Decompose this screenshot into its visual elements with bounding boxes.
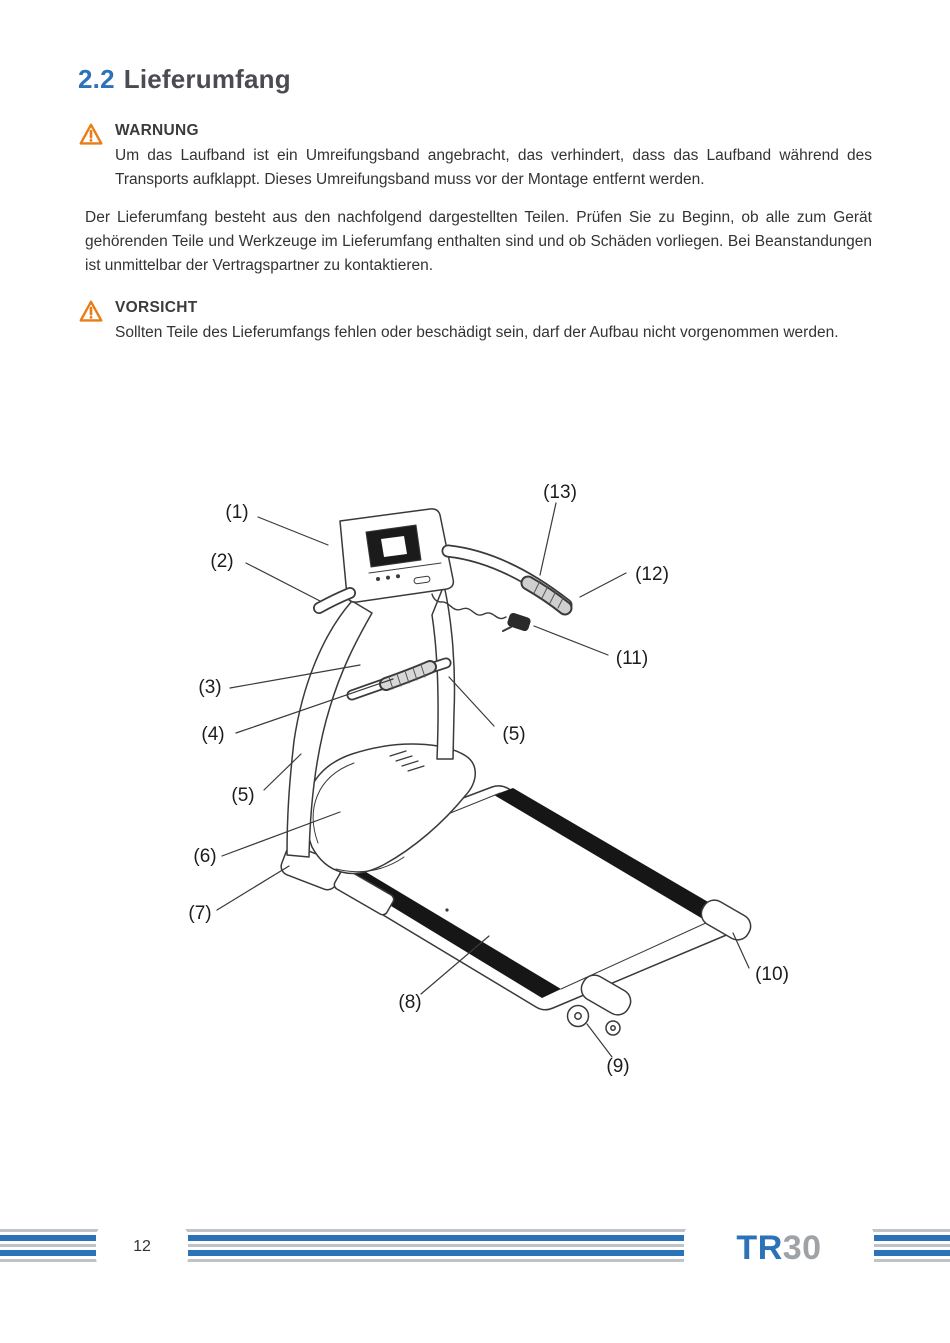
intro-paragraph: Der Lieferumfang besteht aus den nachfolgend dargestellten Teilen. Prüfen Sie zu Beginn, ob alle zum Gerät gehörenden Teile und Werkzeuge im Lieferumfang enthalten sind und ob Schäden vorliegen. Bei Beanstandungen ist unmittelbar der Vertragspartner zu kontaktieren. [85,209,872,275]
callout-6: (6) [193,846,217,867]
callout-10: (10) [755,964,789,985]
section-heading [78,64,872,95]
callout-1: (1) [225,502,249,523]
console [340,509,453,602]
caution-text: Sollten Teile des Lieferumfangs fehlen oder beschädigt sein, darf der Aufbau nicht vorgenommen werden. [115,324,839,342]
warning-label: WARNUNG [115,122,199,139]
brand-logo-suffix: 30 [782,1228,822,1267]
callout-11: (11) [615,648,649,669]
treadmill-figure [0,455,950,1115]
callout-5b: (5) [231,785,255,806]
callout-3: (3) [198,677,222,698]
caution-body [115,296,872,345]
treadmill-illustration [0,455,950,1115]
warning-block [78,119,872,192]
handlebar-right [448,551,566,608]
page-content [0,0,950,345]
callout-7: (7) [188,903,212,924]
section-title: Lieferumfang [123,64,291,94]
warning-body [115,119,872,192]
warning-triangle-icon [78,119,115,192]
caution-label: VORSICHT [115,299,198,317]
callout-13: (13) [543,482,577,503]
caution-triangle-icon [78,296,115,345]
caution-block [78,296,872,345]
callout-2: (2) [210,551,234,572]
page-number: 12 [133,1238,151,1255]
handlebar-left [319,593,350,608]
callout-4: (4) [201,724,225,745]
callout-5a: (5) [502,724,526,745]
page-number-box [96,1226,188,1268]
brand-logo [684,1222,874,1274]
handlebar-crossbar [352,663,446,695]
section-number: 2.2 [78,64,115,94]
callout-8: (8) [398,992,422,1013]
warning-text: Um das Laufband ist ein Umreifungsband angebracht, das verhindert, dass das Laufband während des Transports aufklappt. Dieses Umreifungsband muss vor der Montage entfernt werden. [115,147,872,189]
brand-logo-prefix: TR [736,1228,783,1267]
callout-9: (9) [606,1056,630,1077]
callout-12: (12) [635,564,669,585]
footer [0,1226,950,1296]
